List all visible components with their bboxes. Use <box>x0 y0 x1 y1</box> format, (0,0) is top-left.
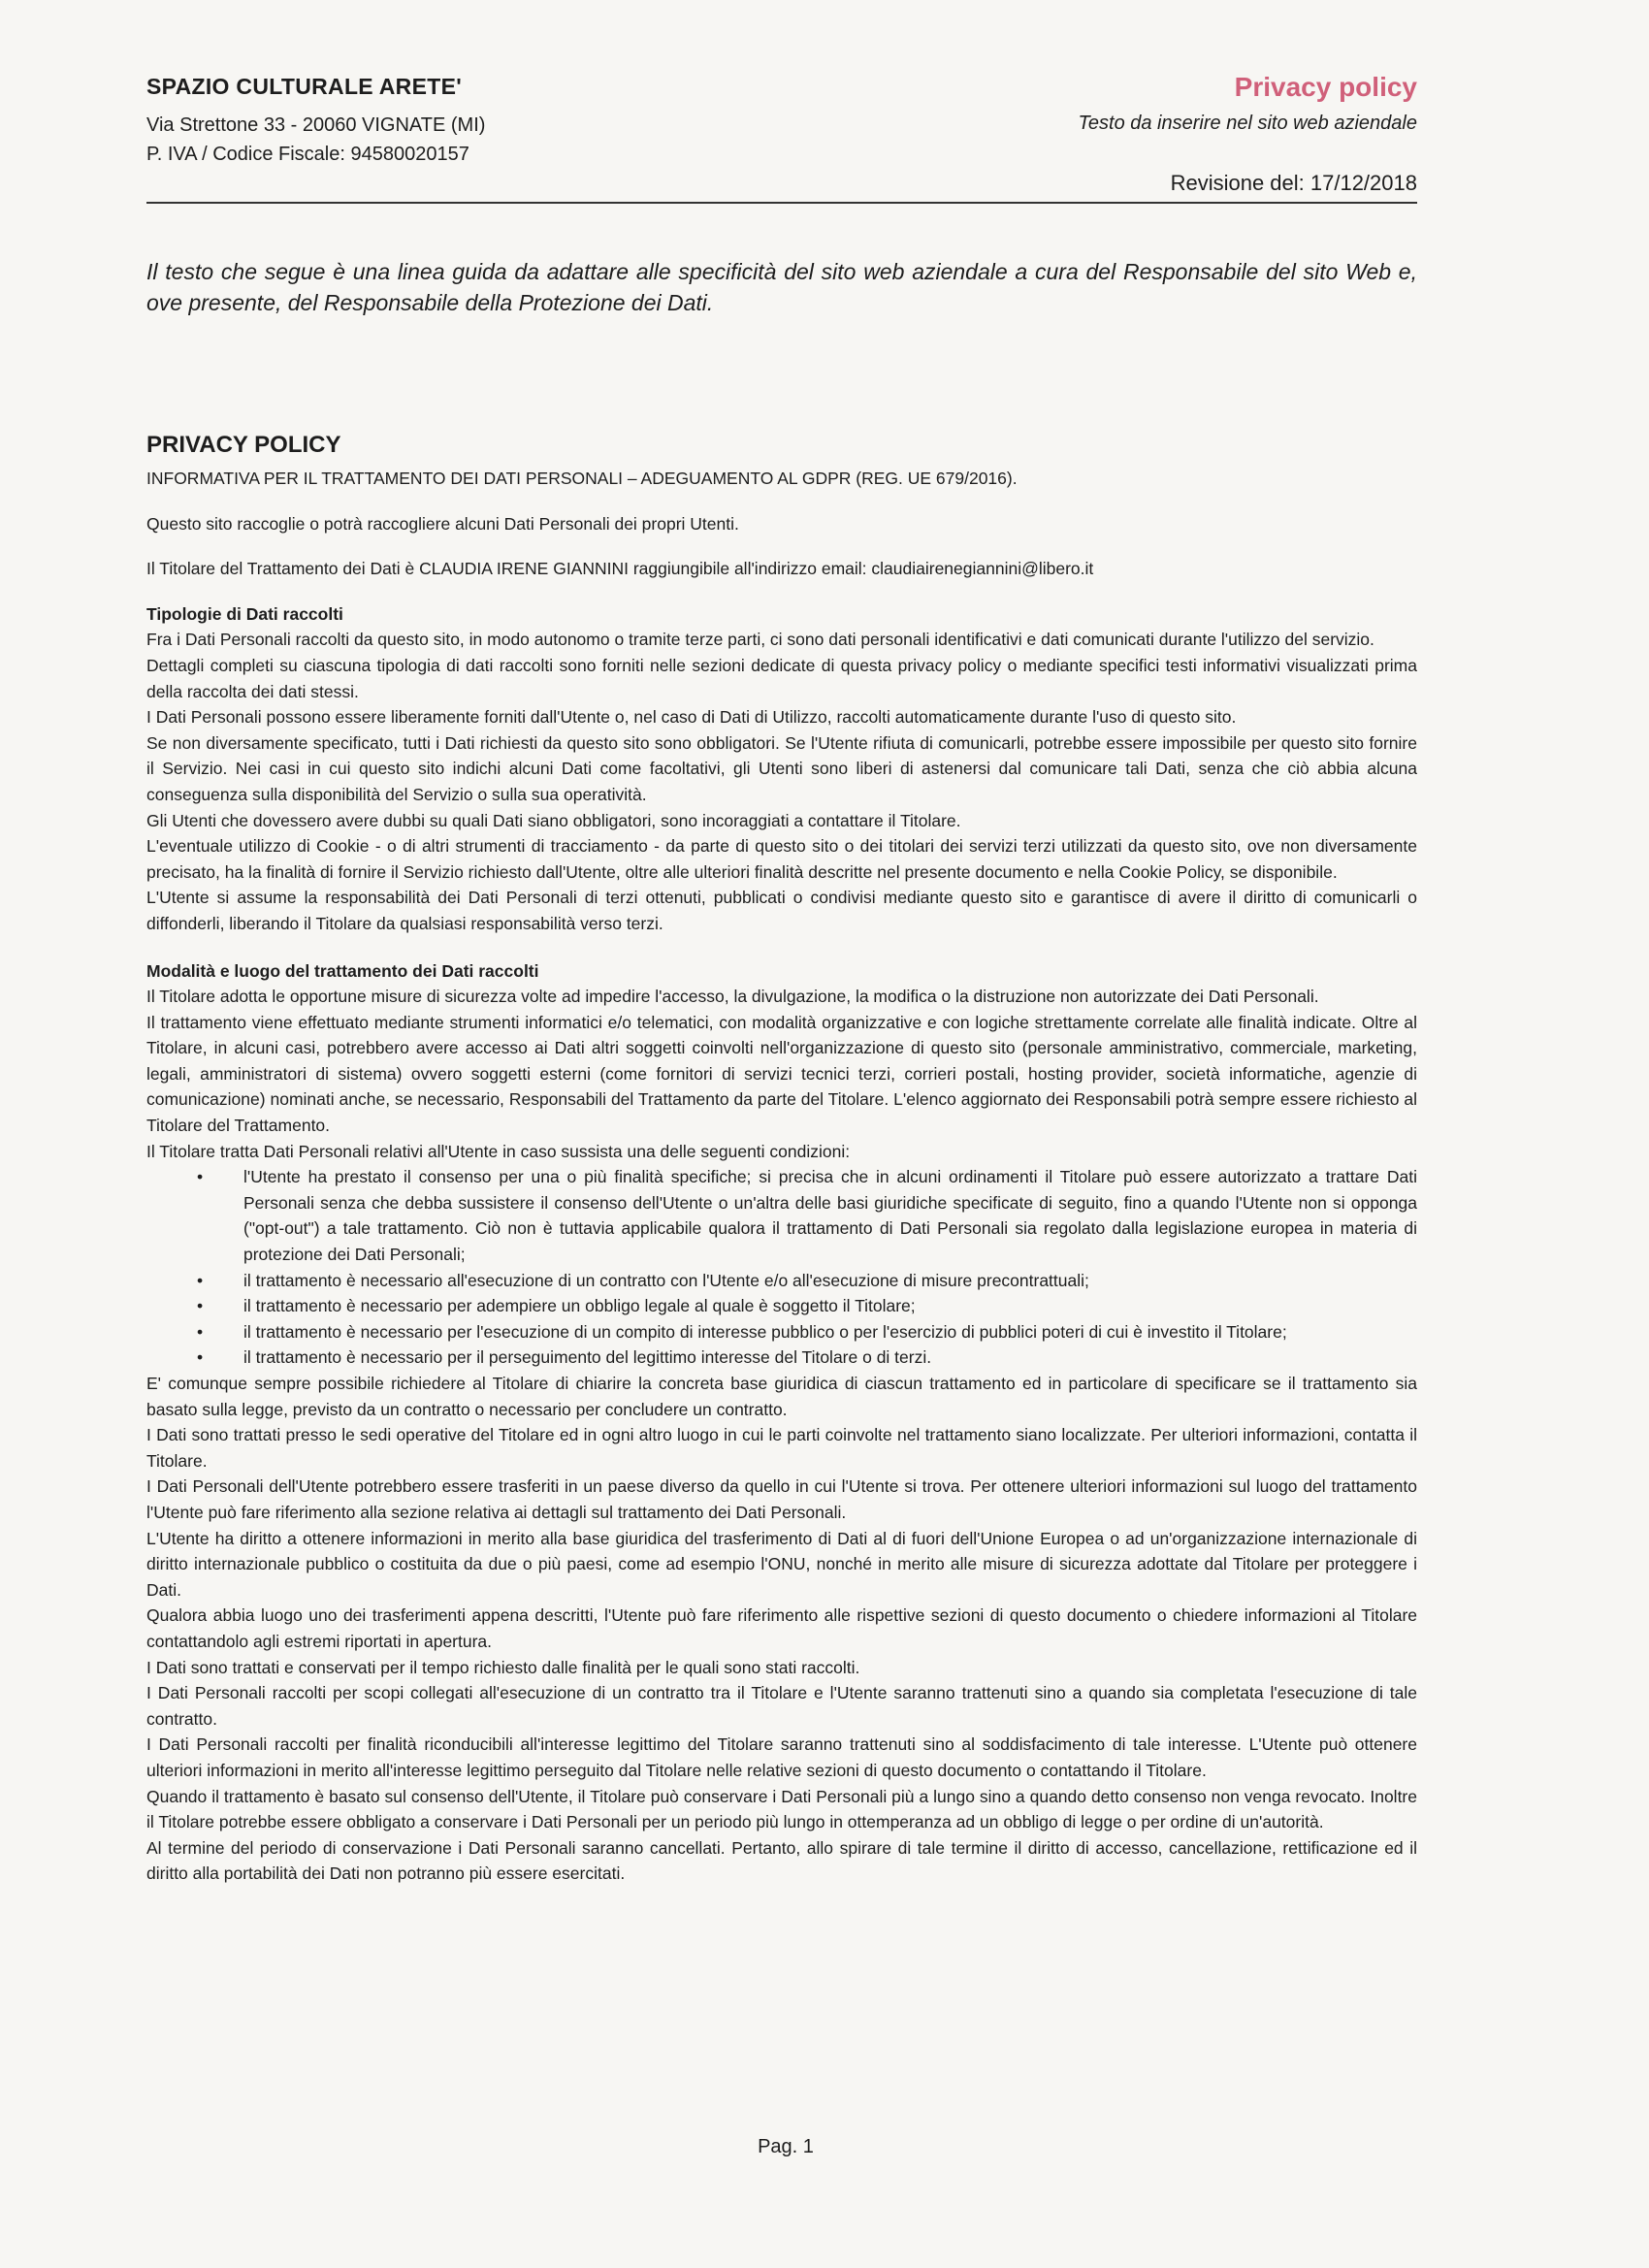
revision-date: Revisione del: 17/12/2018 <box>1170 171 1417 195</box>
paragraph: I Dati Personali raccolti per finalità riconducibili all'interesse legittimo del Titolare saranno trattenuti sino al soddisfacimento di tale interesse. L'Utente può ottenere ulteriori informazioni in merito all'interesse legittimo perseguito dal Titolare nelle relative sezioni di questo documento o contattando il Titolare. <box>146 1734 1417 1780</box>
page-number: Pag. 1 <box>758 2136 814 2157</box>
list-item <box>146 1268 1417 1294</box>
section-data-types <box>146 601 1417 937</box>
paragraph: I Dati Personali raccolti per scopi collegati all'esecuzione di un contratto tra il Titolare e l'Utente saranno trattenuti sino a quando sia completata l'esecuzione di tale contratto. <box>146 1683 1417 1729</box>
list-item <box>146 1319 1417 1345</box>
paragraph: Gli Utenti che dovessero avere dubbi su quali Dati siano obbligatori, sono incoraggiati a contattare il Titolare. <box>146 810 961 830</box>
organization-name: SPAZIO CULTURALE ARETE' <box>146 74 462 99</box>
paragraph: I Dati sono trattati e conservati per il tempo richiesto dalle finalità per le quali sono stati raccolti. <box>146 1657 860 1677</box>
policy-subtitle: INFORMATIVA PER IL TRATTAMENTO DEI DATI PERSONALI – ADEGUAMENTO AL GDPR (REG. UE 679/2016). <box>146 469 1018 488</box>
paragraph: Dettagli completi su ciascuna tipologia di dati raccolti sono forniti nelle sezioni dedicate di questa privacy policy o mediante specifici testi informativi visualizzati prima della raccolta dei dati stessi. <box>146 655 1417 701</box>
bullet-icon: • <box>197 1167 204 1187</box>
paragraph: Fra i Dati Personali raccolti da questo sito, in modo autonomo o tramite terze parti, ci sono dati personali identificativi e dati comunicati durante l'utilizzo del servizio. <box>146 630 1374 650</box>
section-paragraphs <box>146 1371 1417 1887</box>
document-subtitle: Testo da inserire nel sito web aziendale <box>1078 113 1417 134</box>
document-header <box>146 74 1417 205</box>
list-item <box>146 1164 1417 1267</box>
paragraph: I Dati sono trattati presso le sedi operative del Titolare ed in ogni altro luogo in cui le parti coinvolte nel trattamento siano localizzate. Per ulteriori informazioni, contatta il Titolare. <box>146 1425 1417 1471</box>
paragraph: Qualora abbia luogo uno dei trasferimenti appena descritti, l'Utente può fare riferimento alle rispettive sezioni di questo documento o chiedere informazioni al Titolare contattandolo agli estremi riportati in apertura. <box>146 1605 1417 1651</box>
organization-vat: P. IVA / Codice Fiscale: 94580020157 <box>146 144 469 165</box>
section-title: Modalità e luogo del trattamento dei Dati raccolti <box>146 960 539 981</box>
paragraph: I Dati Personali dell'Utente potrebbero essere trasferiti in un paese diverso da quello in cui l'Utente si trova. Per ottenere ulteriori informazioni sul luogo del trattamento l'Utente può fare riferimento alla sezione relativa ai dettagli sul trattamento dei Dati Personali. <box>146 1476 1417 1522</box>
header-divider <box>146 202 1417 204</box>
paragraph: L'Utente si assume la responsabilità dei Dati Personali di terzi ottenuti, pubblicati o condivisi mediante questo sito e garantisce di avere il diritto di comunicarli o diffonderli, liberando il Titolare da qualsiasi responsabilità verso terzi. <box>146 888 1417 933</box>
policy-title: PRIVACY POLICY <box>146 432 341 458</box>
intro-note: Il testo che segue è una linea guida da adattare alle specificità del sito web aziendale a cura del Responsabile del sito Web e, ove presente, del Responsabile della Protezione dei Dati. <box>146 259 1417 315</box>
policy-paragraph: Questo sito raccoglie o potrà raccogliere alcuni Dati Personali dei propri Utenti. <box>146 513 739 534</box>
section-paragraphs <box>146 984 1417 1164</box>
paragraph: Se non diversamente specificato, tutti i Dati richiesti da questo sito sono obbligatori. Se l'Utente rifiuta di comunicarli, potrebbe essere impossibile per questo sito fornire il Servizio. Nei casi in cui questo sito indichi alcuni Dati come facoltativi, gli Utenti sono liberi di astenersi dal comunicare tali Dati, senza che ciò abbia alcuna conseguenza sulla disponibilità del Servizio o sulla sua operatività. <box>146 732 1417 804</box>
list-item-text: il trattamento è necessario all'esecuzione di un contratto con l'Utente e/o all'esecuzione di misure precontrattuali; <box>243 1270 1089 1290</box>
list-item <box>146 1345 1417 1371</box>
paragraph: Il Titolare tratta Dati Personali relativi all'Utente in caso sussista una delle seguenti condizioni: <box>146 1141 851 1161</box>
paragraph: I Dati Personali possono essere liberamente forniti dall'Utente o, nel caso di Dati di Utilizzo, raccolti automaticamente durante l'uso di questo sito. <box>146 707 1237 728</box>
bullet-icon: • <box>197 1321 204 1342</box>
section-paragraphs <box>146 627 1417 936</box>
paragraph: E' comunque sempre possibile richiedere al Titolare di chiarire la concreta base giuridica di ciascun trattamento ed in particolare di specificare se il trattamento sia basato sulla legge, previsto da un contratto o necessario per concludere un contratto. <box>146 1374 1417 1419</box>
list-item-text: il trattamento è necessario per adempiere un obbligo legale al quale è soggetto il Titolare; <box>243 1296 916 1316</box>
paragraph: Il Titolare adotta le opportune misure di sicurezza volte ad impedire l'accesso, la divulgazione, la modifica o la distruzione non autorizzate dei Dati Personali. <box>146 987 1319 1007</box>
list-item <box>146 1293 1417 1319</box>
paragraph: Il trattamento viene effettuato mediante strumenti informatici e/o telematici, con modalità organizzative e con logiche strettamente correlate alle finalità indicate. Oltre al Titolare, in alcuni casi, potrebbero avere accesso ai Dati altri soggetti coinvolti nell'organizzazione di questo sito (personale amministrativo, commerciale, marketing, legali, amministratori di sistema) ovvero soggetti esterni (come fornitori di servizi tecnici terzi, corrieri postali, hosting provider, società informatiche, agenzie di comunicazione) nominati anche, se necessario, Responsabili del Trattamento da parte del Titolare. L'elenco aggiornato dei Responsabili potrà sempre essere richiesto al Titolare del Trattamento. <box>146 1012 1417 1136</box>
paragraph: Al termine del periodo di conservazione i Dati Personali saranno cancellati. Pertanto, allo spirare di tale termine il diritto di accesso, cancellazione, rettificazione ed il diritto alla portabilità dei Dati non potranno più essere esercitati. <box>146 1837 1417 1884</box>
list-item-text: l'Utente ha prestato il consenso per una o più finalità specifiche; si precisa che in alcuni ordinamenti il Titolare può essere autorizzato a trattare Dati Personali senza che debba sussistere il consenso dell'Utente o un'altra delle basi giuridiche specificate di seguito, fino a quando l'Utente non si opponga ("opt-out") a tale trattamento. Ciò non è tuttavia applicabile qualora il trattamento di Dati Personali sia regolato dalla legislazione europea in materia di protezione dei Dati Personali; <box>243 1167 1417 1265</box>
policy-body <box>146 431 1417 1908</box>
legal-basis-list <box>146 1164 1417 1371</box>
organization-address: Via Strettone 33 - 20060 VIGNATE (MI) <box>146 114 486 136</box>
paragraph: L'Utente ha diritto a ottenere informazioni in merito alla base giuridica del trasferimento di Dati al di fuori dell'Unione Europea o ad un'organizzazione internazionale di diritto internazionale pubblico o costituita da due o più paesi, come ad esempio l'ONU, nonché in merito alle misure di sicurezza adottate dal Titolare per proteggere i Dati. <box>146 1528 1417 1600</box>
paragraph: L'eventuale utilizzo di Cookie - o di altri strumenti di tracciamento - da parte di questo sito o dei titolari dei servizi terzi utilizzati da questo sito, ove non diversamente precisato, ha la finalità di fornire il Servizio richiesto dall'Utente, oltre alle ulteriori finalità descritte nel presente documento e nella Cookie Policy, se disponibile. <box>146 836 1417 882</box>
bullet-icon: • <box>197 1270 204 1290</box>
bullet-icon: • <box>197 1296 204 1316</box>
section-title: Tipologie di Dati raccolti <box>146 603 343 624</box>
list-item-text: il trattamento è necessario per l'esecuzione di un compito di interesse pubblico o per l'esercizio di pubblici poteri di cui è investito il Titolare; <box>243 1321 1287 1342</box>
policy-paragraph: Il Titolare del Trattamento dei Dati è CLAUDIA IRENE GIANNINI raggiungibile all'indirizzo email: claudiairenegiannini@libero.it <box>146 559 1094 579</box>
document-title: Privacy policy <box>1234 72 1417 102</box>
bullet-icon: • <box>197 1347 204 1368</box>
paragraph: Quando il trattamento è basato sul consenso dell'Utente, il Titolare può conservare i Dati Personali più a lungo sino a quando detto consenso non venga revocato. Inoltre il Titolare potrebbe essere obbligato a conservare i Dati Personali per un periodo più lungo in ottemperanza ad un obbligo di legge o per ordine di un'autorità. <box>146 1786 1417 1832</box>
list-item-text: il trattamento è necessario per il perseguimento del legittimo interesse del Titolare o di terzi. <box>243 1347 932 1368</box>
section-processing <box>146 958 1417 1887</box>
